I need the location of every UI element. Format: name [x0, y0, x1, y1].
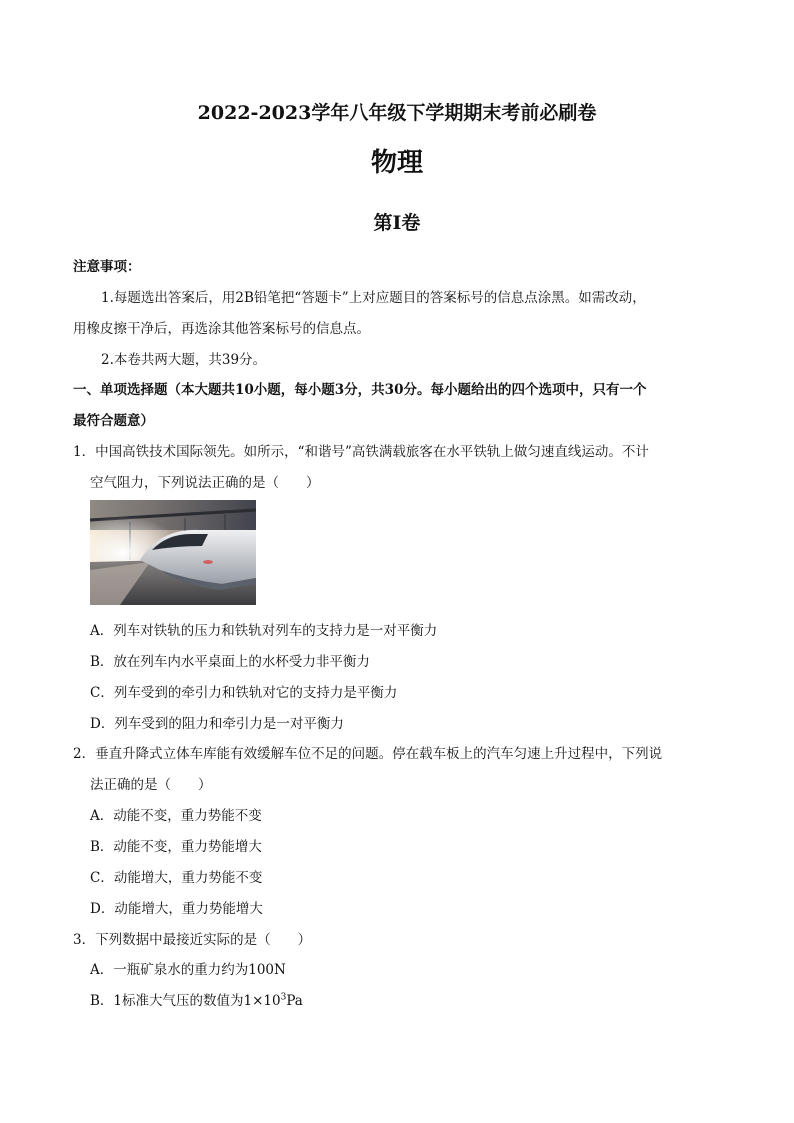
- option-b-text: B．1标准大气压的数值为1×10: [90, 993, 281, 1009]
- note-item-1-line-2: 用橡皮擦干净后，再选涂其他答案标号的信息点。: [73, 321, 370, 337]
- question-3-option-a: A．一瓶矿泉水的重力约为100N: [90, 962, 286, 978]
- section-heading-line-1: 一、单项选择题（本大题共10小题，每小题3分，共30分。每小题给出的四个选项中，只有一个: [73, 382, 647, 398]
- volume-title: 第Ⅰ卷: [373, 212, 421, 234]
- question-1-option-a: A．列车对铁轨的压力和铁轨对列车的支持力是一对平衡力: [90, 623, 438, 639]
- question-3-line-1: 3．下列数据中最接近实际的是（ ）: [73, 932, 312, 948]
- question-1-line-2: 空气阻力，下列说法正确的是（ ）: [90, 475, 320, 491]
- note-item-2: 2.本卷共两大题，共39分。: [101, 352, 267, 368]
- question-2-line-2: 法正确的是（ ）: [90, 777, 212, 793]
- high-speed-train-image: [90, 500, 256, 605]
- question-1-option-c: C．列车受到的牵引力和铁轨对它的支持力是平衡力: [90, 685, 398, 701]
- option-b-exponent: 3: [280, 992, 287, 1003]
- section-heading-line-2: 最符合题意）: [73, 413, 154, 429]
- question-2-option-a: A．动能不变，重力势能不变: [90, 808, 262, 824]
- question-3-option-b: [90, 989, 303, 1009]
- question-2-line-1: 2．垂直升降式立体车库能有效缓解车位不足的问题。停在载车板上的汽车匀速上升过程中，下列说: [73, 746, 663, 762]
- question-2-option-c: C．动能增大，重力势能不变: [90, 870, 263, 886]
- question-1-line-1: 1．中国高铁技术国际领先。如所示，“和谐号”高铁满载旅客在水平铁轨上做匀速直线运动。不计: [73, 444, 649, 460]
- exam-title: 2022-2023学年八年级下学期期末考前必刷卷: [197, 102, 597, 124]
- question-1-option-b: B．放在列车内水平桌面上的水杯受力非平衡力: [90, 654, 370, 670]
- notes-heading: 注意事项：: [73, 259, 141, 275]
- subject-title: 物理: [370, 148, 423, 178]
- question-2-option-b: B．动能不变，重力势能增大: [90, 839, 262, 855]
- question-2-option-d: D．动能增大，重力势能增大: [90, 901, 263, 917]
- question-1-option-d: D．列车受到的阻力和牵引力是一对平衡力: [90, 716, 344, 732]
- note-item-1-line-1: 1.每题选出答案后，用2B铅笔把“答题卡”上对应题目的答案标号的信息点涂黑。如需改动，: [101, 290, 646, 306]
- option-b-unit: Pa: [286, 993, 303, 1009]
